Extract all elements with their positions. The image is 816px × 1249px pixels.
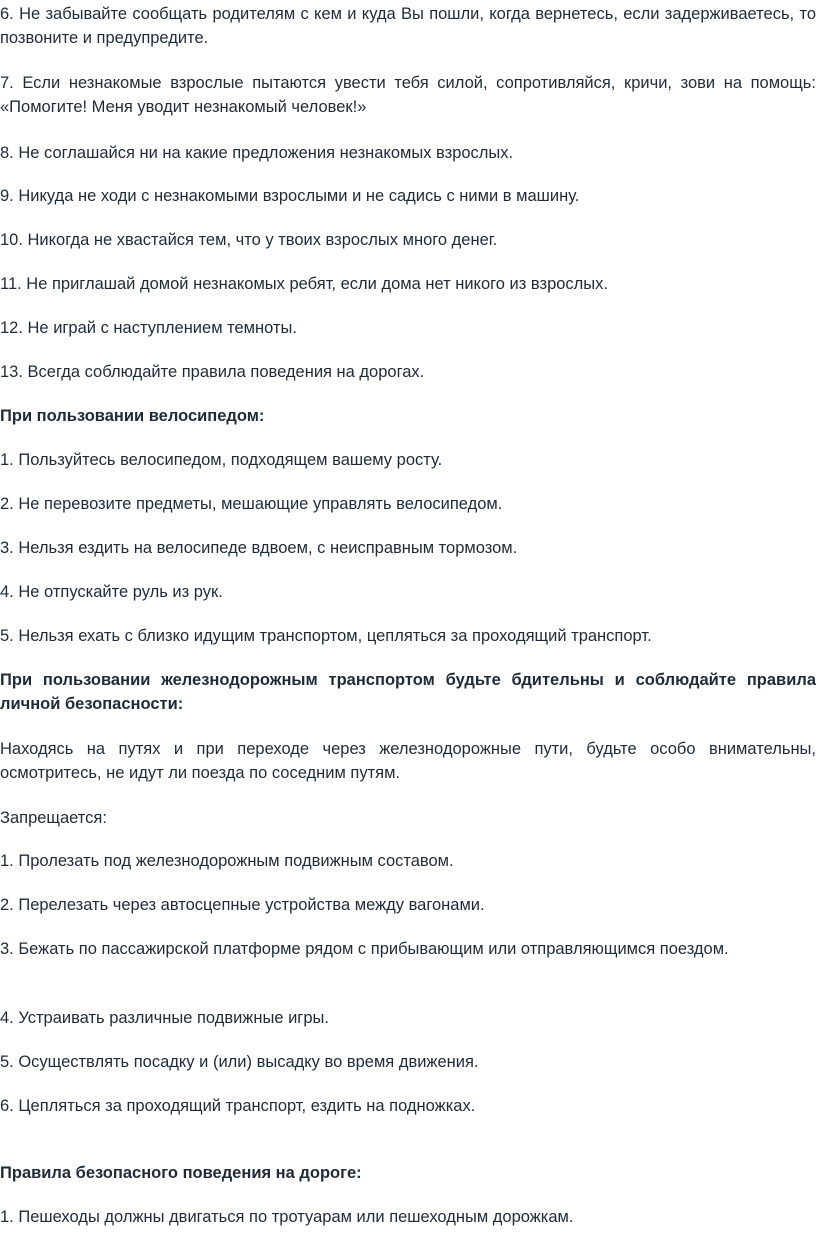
paragraph-8-refuse-offers: 8. Не соглашайся ни на какие предложения незнакомых взрослых. <box>0 144 514 162</box>
prohibited-rule-6: 6. Цепляться за проходящий транспорт, ездить на подножках. <box>0 1097 476 1115</box>
prohibited-rule-3: 3. Бежать по пассажирской платформе рядом с прибывающим или отправляющимся поездом. <box>0 940 729 958</box>
paragraph-11-no-guests: 11. Не приглашай домой незнакомых ребят, если дома нет никого из взрослых. <box>0 275 608 293</box>
prohibited-rule-4: 4. Устраивать различные подвижные игры. <box>0 1009 329 1027</box>
prohibited-rule-1: 1. Пролезать под железнодорожным подвижным составом. <box>0 852 454 870</box>
railway-intro: Находясь на путях и при переходе через железнодорожные пути, будьте особо внимательны, осмотритесь, не идут ли поезда по соседним путям. <box>0 740 816 782</box>
bicycle-rule-3: 3. Нельзя ездить на велосипеде вдвоем, с неисправным тормозом. <box>0 539 518 557</box>
paragraph-13-road-rules: 13. Всегда соблюдайте правила поведения на дорогах. <box>0 363 425 381</box>
prohibited-rule-5: 5. Осуществлять посадку и (или) высадку во время движения. <box>0 1053 479 1071</box>
paragraph-10-no-boasting: 10. Никогда не хвастайся тем, что у твоих взрослых много денег. <box>0 231 498 249</box>
paragraph-7-resist-strangers: 7. Если незнакомые взрослые пытаются увести тебя силой, сопротивляйся, кричи, зови на помощь: «Помогите! Меня уводит незнакомый человек!» <box>0 74 816 116</box>
heading-road-safety: Правила безопасного поведения на дороге: <box>0 1164 362 1182</box>
paragraph-9-no-car: 9. Никуда не ходи с незнакомыми взрослыми и не садись с ними в машину. <box>0 187 580 205</box>
heading-bicycle: При пользовании велосипедом: <box>0 407 265 425</box>
bicycle-rule-4: 4. Не отпускайте руль из рук. <box>0 583 223 601</box>
prohibited-label: Запрещается: <box>0 809 107 827</box>
prohibited-rule-2: 2. Перелезать через автосцепные устройства между вагонами. <box>0 896 485 914</box>
heading-railway: При пользовании железнодорожным транспортом будьте бдительны и соблюдайте правила личной безопасности: <box>0 671 816 713</box>
road-rule-1: 1. Пешеходы должны двигаться по тротуарам или пешеходным дорожкам. <box>0 1208 574 1226</box>
bicycle-rule-5: 5. Нельзя ехать с близко идущим транспортом, цепляться за проходящий транспорт. <box>0 627 652 645</box>
paragraph-12-no-play-dark: 12. Не играй с наступлением темноты. <box>0 319 297 337</box>
bicycle-rule-1: 1. Пользуйтесь велосипедом, подходящем вашему росту. <box>0 451 443 469</box>
bicycle-rule-2: 2. Не перевозите предметы, мешающие управлять велосипедом. <box>0 495 503 513</box>
paragraph-6-inform-parents: 6. Не забывайте сообщать родителям с кем и куда Вы пошли, когда вернетесь, если задерживаетесь, то позвоните и предупредите. <box>0 5 816 47</box>
